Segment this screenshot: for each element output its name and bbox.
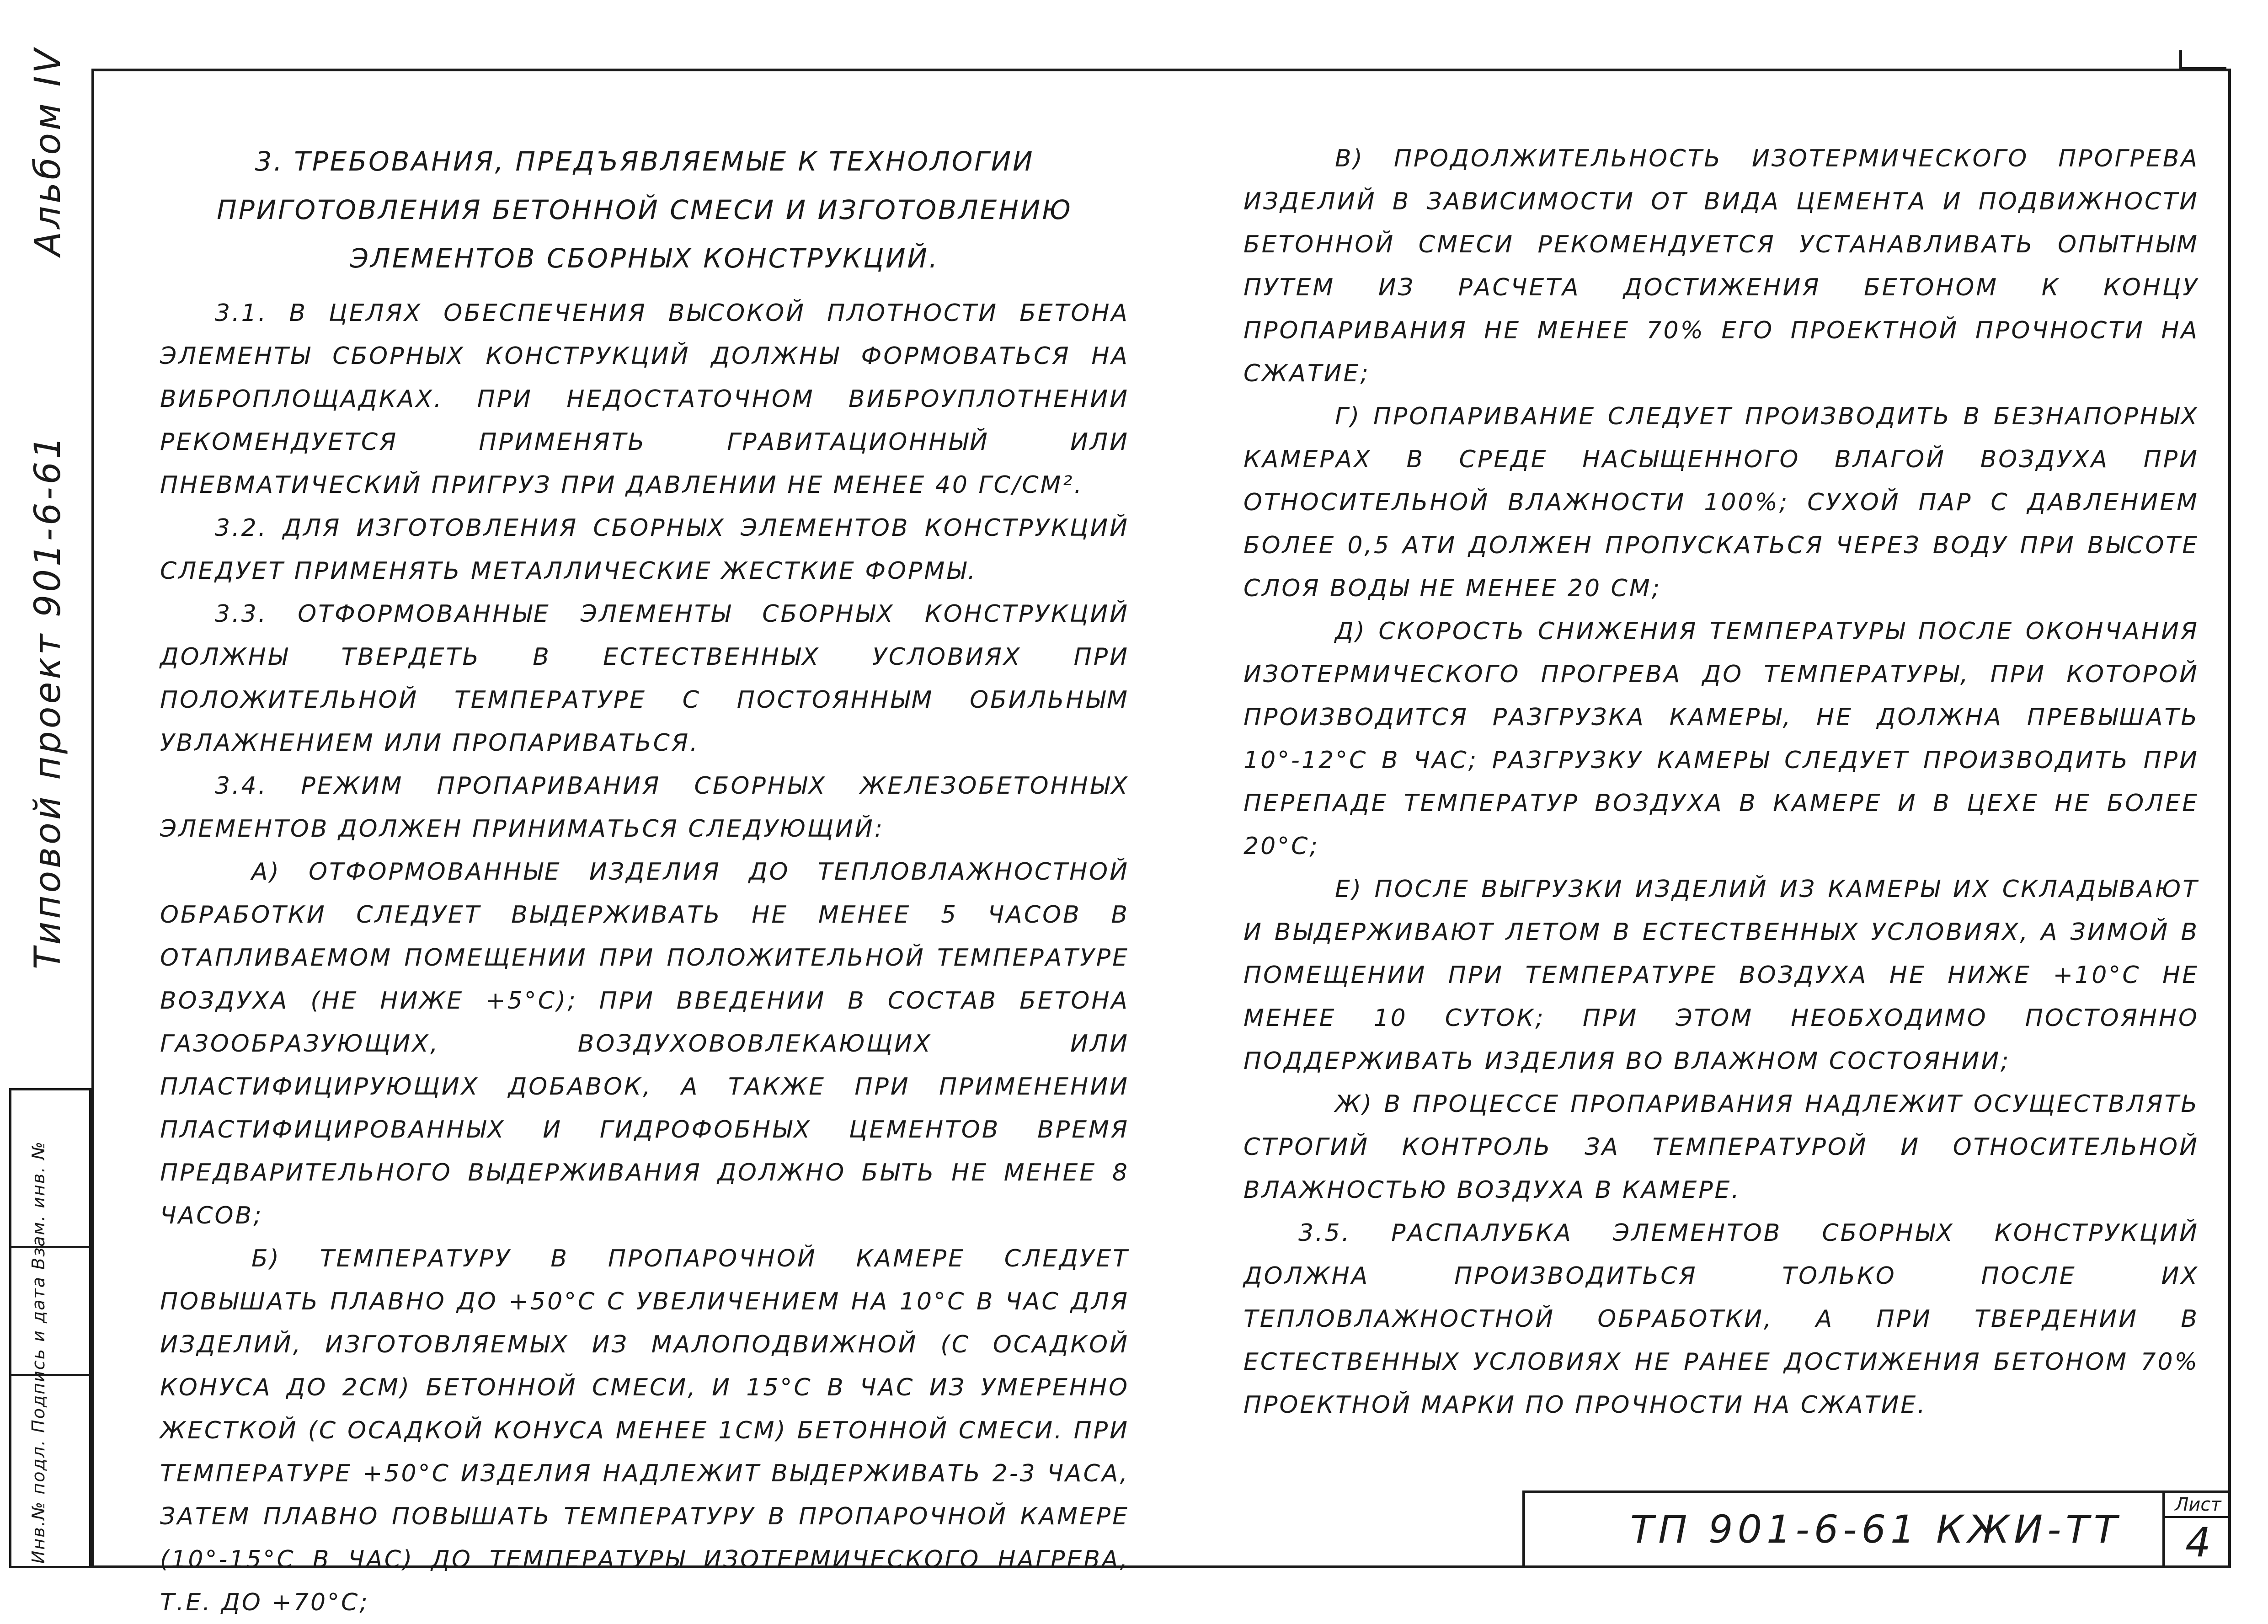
paragraph-v: В) ПРОДОЛЖИТЕЛЬНОСТЬ ИЗОТЕРМИЧЕСКОГО ПРОГРЕВА ИЗДЕЛИЙ В ЗАВИСИМОСТИ ОТ ВИДА ЦЕМЕНТА И ПОДВИЖНОСТИ БЕТОННОЙ СМЕСИ РЕКОМЕНДУЕТСЯ УСТАНАВЛИВАТЬ ОПЫТНЫМ ПУТЕМ ИЗ РАСЧЕТА ДОСТИЖЕНИЯ БЕТОНОМ К КОНЦУ ПРОПАРИВАНИЯ НЕ МЕНЕЕ 70% ЕГО ПРОЕКТНОЙ ПРОЧНОСТИ НА СЖАТИЕ; <box>1243 145 2199 387</box>
album-label: Альбом IV <box>27 46 69 256</box>
right-column <box>1243 137 2199 1426</box>
corner-mark <box>2176 50 2231 78</box>
paragraph-3-5: 3.5. РАСПАЛУБКА ЭЛЕМЕНТОВ СБОРНЫХ КОНСТРУКЦИЙ ДОЛЖНА ПРОИЗВОДИТЬСЯ ТОЛЬКО ПОСЛЕ ИХ ТЕПЛОВЛАЖНОСТНОЙ ОБРАБОТКИ, А ПРИ ТВЕРДЕНИИ В ЕСТЕСТВЕННЫХ УСЛОВИЯХ НЕ РАНЕЕ ДОСТИЖЕНИЯ БЕТОНОМ 70% ПРОЕКТНОЙ МАРКИ ПО ПРОЧНОСТИ НА СЖАТИЕ. <box>1243 1219 2199 1419</box>
paragraph-g: Г) ПРОПАРИВАНИЕ СЛЕДУЕТ ПРОИЗВОДИТЬ В БЕЗНАПОРНЫХ КАМЕРАХ В СРЕДЕ НАСЫЩЕННОГО ВЛАГОЙ ВОЗДУХА ПРИ ОТНОСИТЕЛЬНОЙ ВЛАЖНОСТИ 100%; СУХОЙ ПАР С ДАВЛЕНИЕМ БОЛЕЕ 0,5 АТИ ДОЛЖЕН ПРОПУСКАТЬСЯ ЧЕРЕЗ ВОДУ ПРИ ВЫСОТЕ СЛОЯ ВОДЫ НЕ МЕНЕЕ 20 СМ; <box>1243 403 2199 602</box>
paragraph-3-3: 3.3. ОТФОРМОВАННЫЕ ЭЛЕМЕНТЫ СБОРНЫХ КОНСТРУКЦИЙ ДОЛЖНЫ ТВЕРДЕТЬ В ЕСТЕСТВЕННЫХ УСЛОВИЯХ ПРИ ПОЛОЖИТЕЛЬНОЙ ТЕМПЕРАТУРЕ С ПОСТОЯННЫМ ОБИЛЬНЫМ УВЛАЖНЕНИЕМ ИЛИ ПРОПАРИВАТЬСЯ. <box>160 600 1129 757</box>
project-label: Типовой проект 901-6-61 <box>27 433 69 969</box>
paragraph-a: А) ОТФОРМОВАННЫЕ ИЗДЕЛИЯ ДО ТЕПЛОВЛАЖНОСТНОЙ ОБРАБОТКИ СЛЕДУЕТ ВЫДЕРЖИВАТЬ НЕ МЕНЕЕ 5 ЧАСОВ В ОТАПЛИВАЕМОМ ПОМЕЩЕНИИ ПРИ ПОЛОЖИТЕЛЬНОЙ ТЕМПЕРАТУРЕ ВОЗДУХА (НЕ НИЖЕ +5°С); ПРИ ВВЕДЕНИИ В СОСТАВ БЕТОНА ГАЗООБРАЗУЮЩИХ, ВОЗДУХОВОВЛЕКАЮЩИХ ИЛИ ПЛАСТИФИЦИРУЮЩИХ ДОБАВОК, А ТАКЖЕ ПРИ ПРИМЕНЕНИИ ПЛАСТИФИЦИРОВАННЫХ И ГИДРОФОБНЫХ ЦЕМЕНТОВ ВРЕМЯ ПРЕДВАРИТЕЛЬНОГО ВЫДЕРЖИВАНИЯ ДОЛЖНО БЫТЬ НЕ МЕНЕЕ 8 ЧАСОВ; <box>160 858 1129 1229</box>
stamp-labels: Инв.№ подл. Подпись и дата Взам. инв. № <box>28 1140 48 1564</box>
paragraph-e: Е) ПОСЛЕ ВЫГРУЗКИ ИЗДЕЛИЙ ИЗ КАМЕРЫ ИХ СКЛАДЫВАЮТ И ВЫДЕРЖИВАЮТ ЛЕТОМ В ЕСТЕСТВЕННЫХ УСЛОВИЯХ, А ЗИМОЙ В ПОМЕЩЕНИИ ПРИ ТЕМПЕРАТУРЕ ВОЗДУХА НЕ НИЖЕ +10°С НЕ МЕНЕЕ 10 СУТОК; ПРИ ЭТОМ НЕОБХОДИМО ПОСТОЯННО ПОДДЕРЖИВАТЬ ИЗДЕЛИЯ ВО ВЛАЖНОМ СОСТОЯНИИ; <box>1243 876 2199 1075</box>
paragraph-d: Д) СКОРОСТЬ СНИЖЕНИЯ ТЕМПЕРАТУРЫ ПОСЛЕ ОКОНЧАНИЯ ИЗОТЕРМИЧЕСКОГО ПРОГРЕВА ДО ТЕМПЕРАТУРЫ, ПРИ КОТОРОЙ ПРОИЗВОДИТСЯ РАЗГРУЗКА КАМЕРЫ, НЕ ДОЛЖНА ПРЕВЫШАТЬ 10°-12°С В ЧАС; РАЗГРУЗКУ КАМЕРЫ СЛЕДУЕТ ПРОИЗВОДИТЬ ПРИ ПЕРЕПАДЕ ТЕМПЕРАТУР ВОЗДУХА В КАМЕРЕ И В ЦЕХЕ НЕ БОЛЕЕ 20°С; <box>1243 618 2199 860</box>
left-column <box>160 137 1129 1624</box>
paragraph-3-2: 3.2. ДЛЯ ИЗГОТОВЛЕНИЯ СБОРНЫХ ЭЛЕМЕНТОВ КОНСТРУКЦИЙ СЛЕДУЕТ ПРИМЕНЯТЬ МЕТАЛЛИЧЕСКИЕ ЖЕСТКИЕ ФОРМЫ. <box>160 514 1129 585</box>
paragraph-zh: Ж) В ПРОЦЕССЕ ПРОПАРИВАНИЯ НАДЛЕЖИТ ОСУЩЕСТВЛЯТЬ СТРОГИЙ КОНТРОЛЬ ЗА ТЕМПЕРАТУРОЙ И ОТНОСИТЕЛЬНОЙ ВЛАЖНОСТЬЮ ВОЗДУХА В КАМЕРЕ. <box>1243 1090 2199 1204</box>
sheet-cell <box>2162 1493 2231 1568</box>
approval-stamp <box>9 1088 91 1568</box>
title-block <box>1522 1490 2231 1568</box>
paragraph-b: Б) ТЕМПЕРАТУРУ В ПРОПАРОЧНОЙ КАМЕРЕ СЛЕДУЕТ ПОВЫШАТЬ ПЛАВНО ДО +50°С С УВЕЛИЧЕНИЕМ НА 10°С В ЧАС ДЛЯ ИЗДЕЛИЙ, ИЗГОТОВЛЯЕМЫХ ИЗ МАЛОПОДВИЖНОЙ (С ОСАДКОЙ КОНУСА ДО 2СМ) БЕТОННОЙ СМЕСИ, И 15°С В ЧАС ИЗ УМЕРЕННО ЖЕСТКОЙ (С ОСАДКОЙ КОНУСА МЕНЕЕ 1СМ) БЕТОННОЙ СМЕСИ. ПРИ ТЕМПЕРАТУРЕ +50°С ИЗДЕЛИЯ НАДЛЕЖИТ ВЫДЕРЖИВАТЬ 2-3 ЧАСА, ЗАТЕМ ПЛАВНО ПОВЫШАТЬ ТЕМПЕРАТУРУ В ПРОПАРОЧНОЙ КАМЕРЕ (10°-15°С В ЧАС) ДО ТЕМПЕРАТУРЫ ИЗОТЕРМИЧЕСКОГО НАГРЕВА, Т.Е. ДО +70°С; <box>160 1245 1129 1616</box>
paragraph-3-1: 3.1. В ЦЕЛЯХ ОБЕСПЕЧЕНИЯ ВЫСОКОЙ ПЛОТНОСТИ БЕТОНА ЭЛЕМЕНТЫ СБОРНЫХ КОНСТРУКЦИЙ ДОЛЖНЫ ФОРМОВАТЬСЯ НА ВИБРОПЛОЩАДКАХ. ПРИ НЕДОСТАТОЧНОМ ВИБРОУПЛОТНЕНИИ РЕКОМЕНДУЕТСЯ ПРИМЕНЯТЬ ГРАВИТАЦИОННЫЙ ИЛИ ПНЕВМАТИЧЕСКИЙ ПРИГРУЗ ПРИ ДАВЛЕНИИ НЕ МЕНЕЕ 40 ГС/СМ². <box>160 299 1129 499</box>
section-heading: 3. ТРЕБОВАНИЯ, ПРЕДЪЯВЛЯЕМЫЕ К ТЕХНОЛОГИИ ПРИГОТОВЛЕНИЯ БЕТОННОЙ СМЕСИ И ИЗГОТОВЛЕНИЮ ЭЛЕМЕНТОВ СБОРНЫХ КОНСТРУКЦИЙ. <box>217 146 1073 274</box>
sheet-number: 4 <box>2185 1519 2211 1566</box>
sheet-label: Лист <box>2165 1493 2231 1518</box>
document-code: ТП 901-6-61 КЖИ-ТТ <box>1630 1507 2122 1552</box>
paragraph-3-4: 3.4. РЕЖИМ ПРОПАРИВАНИЯ СБОРНЫХ ЖЕЛЕЗОБЕТОННЫХ ЭЛЕМЕНТОВ ДОЛЖЕН ПРИНИМАТЬСЯ СЛЕДУЮЩИЙ: <box>160 772 1129 843</box>
